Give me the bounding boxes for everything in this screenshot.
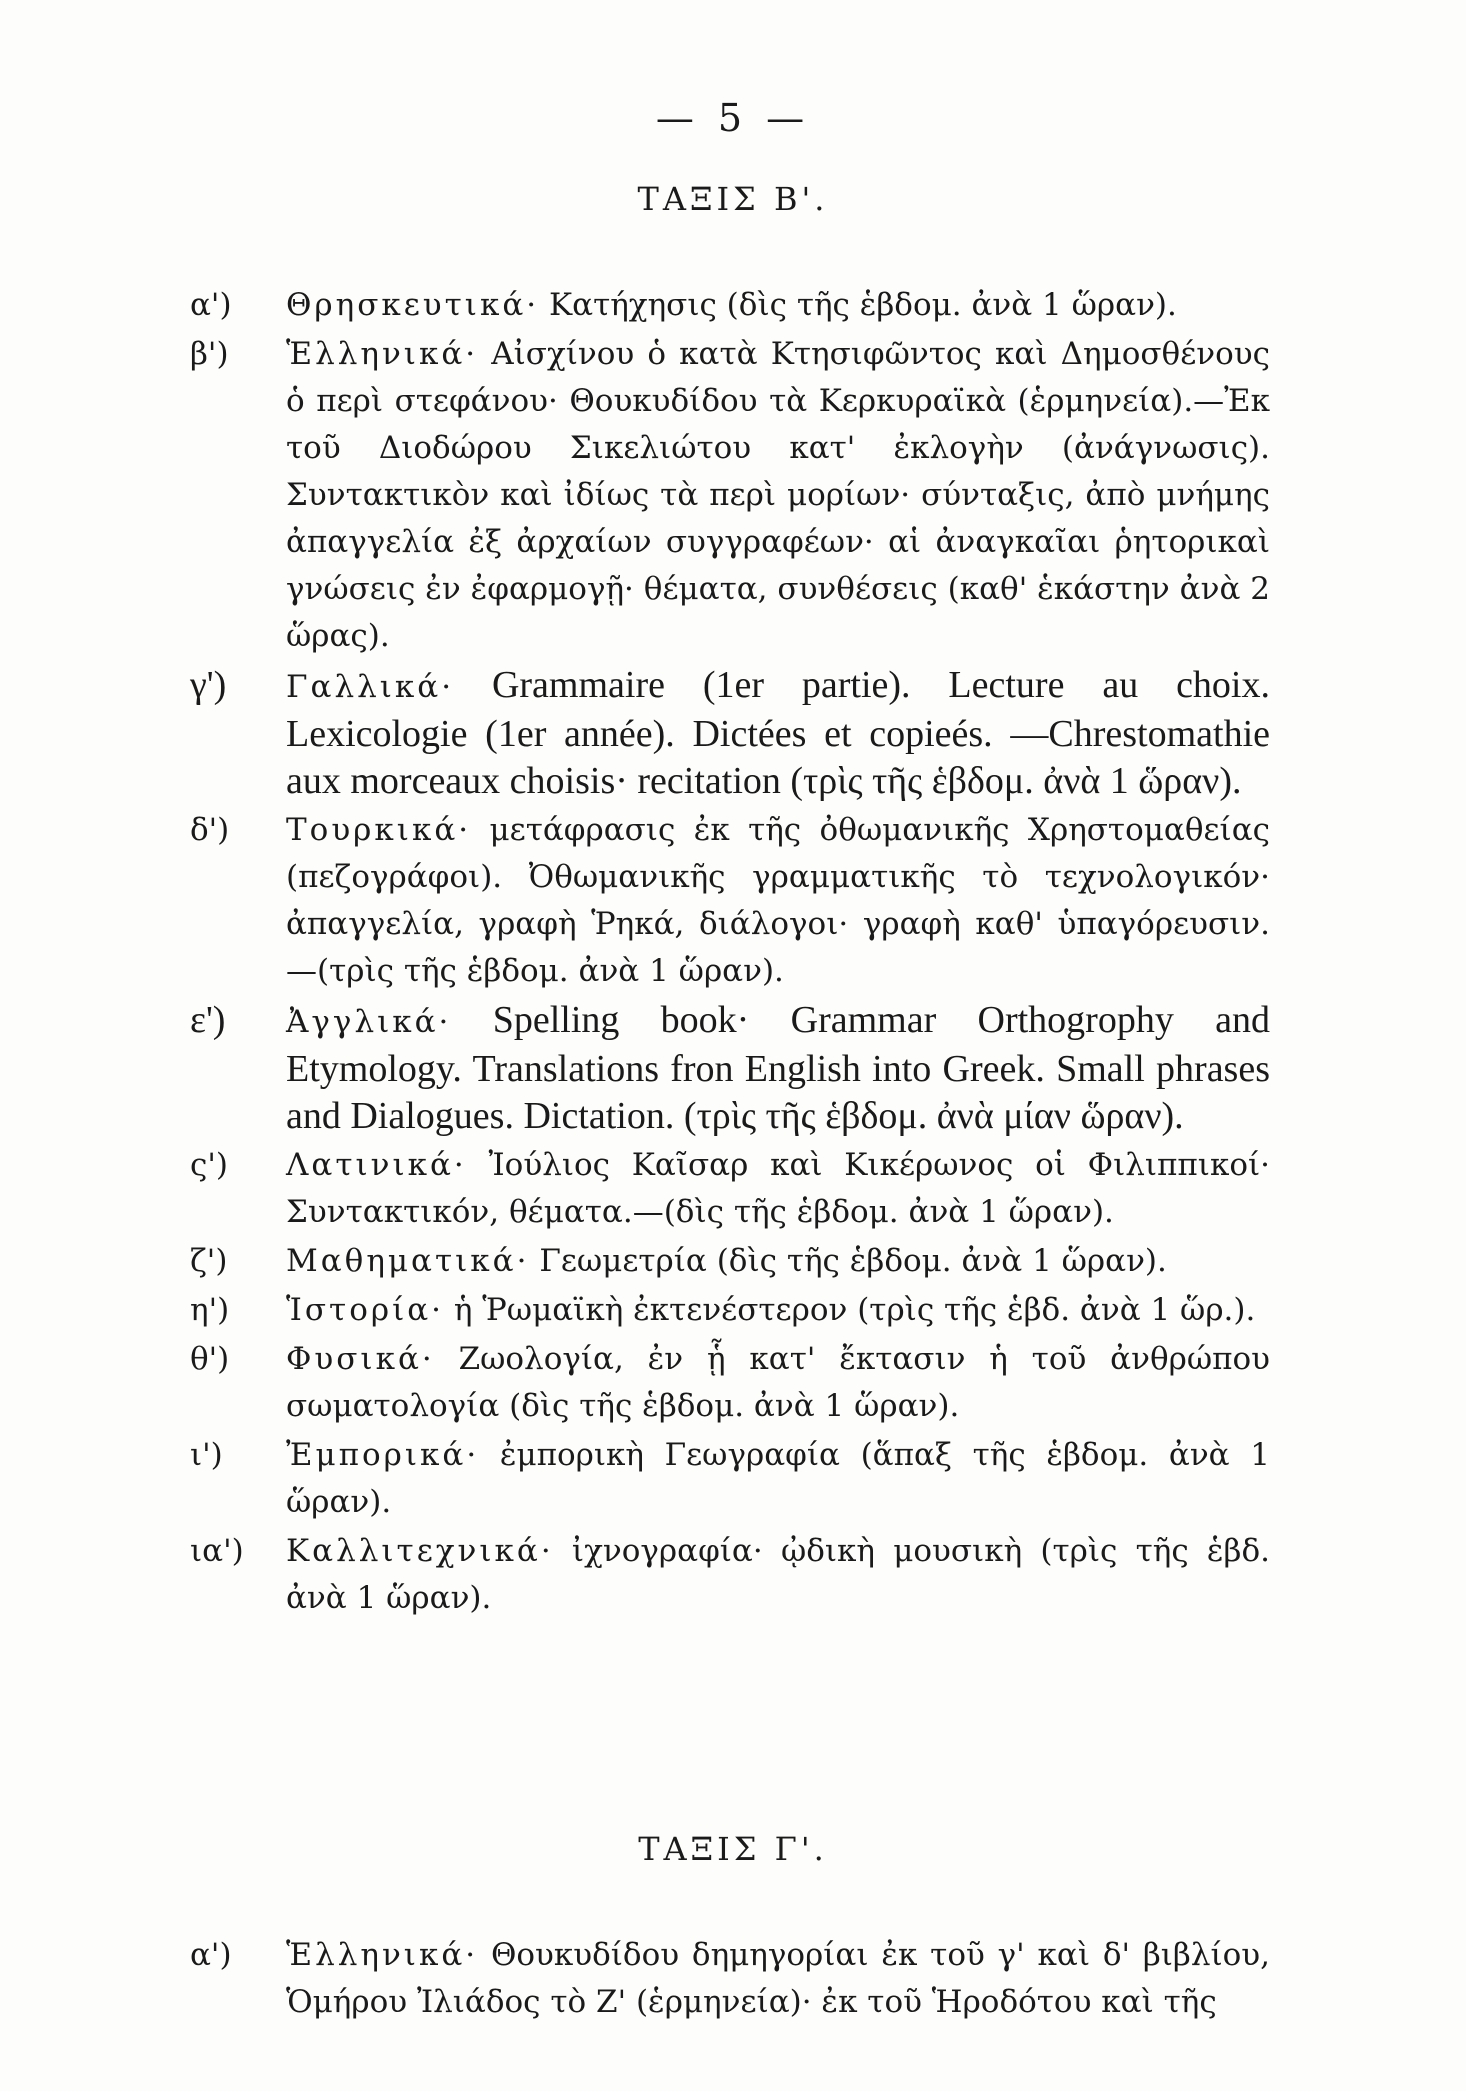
entry-text: Αἰσχίνου ὁ κατὰ Κτησιφῶντος καὶ Δημοσθένους ὁ περὶ στεφάνου· Θουκυδίδου τὰ Κερκυραϊκὰ (ἑρμηνεία).—Ἐκ τοῦ Διοδώρου Σικελιώτου κατ' ἐκλογὴν (ἀνάγνωσις). Συντακτικὸν καὶ ἰδίως τὰ περὶ μορίων· σύνταξις, ἀπὸ μνήμης ἀπαγγελία ἐξ ἀρχαίων συγγραφέων· αἱ ἀναγκαῖαι ῥητορικαὶ γνώσεις ἐν ἐφαρμογῇ· θέματα, συνθέσεις (καθ' ἑκάστην ἀνὰ 2 ὥρας). bbox=[286, 336, 1270, 654]
entry-subject: Ἱστορία· bbox=[286, 1292, 445, 1328]
section-title-c: ΤΑΞΙΣ Γ'. bbox=[638, 1830, 828, 1868]
entry-text: ἰχνογραφία· ᾠδικὴ μουσικὴ (τρὶς τῆς ἑβδ. ἀνὰ 1 ὥραν). bbox=[286, 1533, 1270, 1616]
entry-marker: α') bbox=[190, 1937, 232, 1973]
entry-subject: Γαλλικά· bbox=[286, 669, 455, 705]
entry-subject: Φυσικά· bbox=[286, 1341, 435, 1377]
entry-subject: Τουρκικά· bbox=[286, 812, 472, 848]
entry-text: Γεωμετρία (δὶς τῆς ἑβδομ. ἀνὰ 1 ὥραν). bbox=[529, 1243, 1167, 1279]
entry-physics bbox=[190, 1336, 1270, 1430]
entry-religion bbox=[190, 282, 1270, 329]
entry-text: Κατήχησις (δὶς τῆς ἑβδομ. ἀνὰ 1 ὥραν). bbox=[539, 287, 1177, 323]
entry-text: ἡ Ῥωμαϊκὴ ἐκτενέστερον (τρὶς τῆς ἑβδ. ἀνὰ 1 ὥρ.). bbox=[444, 1292, 1256, 1328]
entry-marker: η') bbox=[190, 1292, 230, 1328]
entry-latin bbox=[190, 1142, 1270, 1236]
entry-french bbox=[190, 662, 1270, 805]
entry-marker: ι') bbox=[190, 1437, 223, 1473]
section-b-entries bbox=[190, 282, 1270, 1624]
entry-marker: γ') bbox=[190, 664, 227, 706]
entry-subject: Ἑλληνικά· bbox=[286, 336, 479, 372]
entry-subject: Ἀγγλικά· bbox=[286, 1004, 452, 1040]
entry-text: Ζωολογία, ἐν ᾗ κατ' ἔκτασιν ἡ τοῦ ἀνθρώπου σωματολογία (δὶς τῆς ἑβδομ. ἀνὰ 1 ὥραν). bbox=[286, 1341, 1270, 1424]
entry-history bbox=[190, 1287, 1270, 1334]
entry-text: ἐμπορικὴ Γεωγραφία (ἅπαξ τῆς ἑβδομ. ἀνὰ 1 ὥραν). bbox=[286, 1437, 1270, 1520]
entry-marker: ς') bbox=[190, 1147, 228, 1183]
entry-turkish bbox=[190, 807, 1270, 995]
entry-greek bbox=[190, 331, 1270, 660]
entry-text: Grammaire (1er partie). Lecture au choix. Lexicologie (1er année). Dictées et copieés. —Chrestomathie aux morceaux choisis· recitation (τρὶς τῆς ἑβδομ. ἀνὰ 1 ὥραν). bbox=[286, 664, 1270, 802]
entry-marker: α') bbox=[190, 287, 232, 323]
entry-marker: ια') bbox=[190, 1533, 244, 1569]
entry-subject: Ἐμπορικά· bbox=[286, 1437, 480, 1473]
entry-text: Ἰούλιος Καῖσαρ καὶ Κικέρωνος οἱ Φιλιππικοί· Συντακτικόν, θέματα.—(δὶς τῆς ἑβδομ. ἀνὰ 1 ὥραν). bbox=[286, 1147, 1270, 1230]
entry-text: Θουκυδίδου δημηγορίαι ἐκ τοῦ γ' καὶ δ' βιβλίου, Ὁμήρου Ἰλιάδος τὸ Ζ' (ἑρμηνεία)· ἐκ τοῦ Ἡροδότου καὶ τῆς bbox=[286, 1937, 1270, 2020]
entry-subject: Μαθηματικά· bbox=[286, 1243, 530, 1279]
entry-marker: ζ') bbox=[190, 1243, 228, 1279]
entry-text: Spelling book· Grammar Orthogrophy and Etymology. Translations fron English into Greek. Small phrases and Dialogues. Dictation. (τρὶς τῆς ἑβδομ. ἀνὰ μίαν ὥραν). bbox=[286, 999, 1270, 1137]
entry-greek-c bbox=[190, 1932, 1270, 2026]
entry-subject: Ἑλληνικά· bbox=[286, 1937, 479, 1973]
entry-marker: δ') bbox=[190, 812, 230, 848]
entry-subject: Καλλιτεχνικά· bbox=[286, 1533, 554, 1569]
entry-subject: Λατινικά· bbox=[286, 1147, 467, 1183]
entry-english bbox=[190, 997, 1270, 1140]
entry-mathematics bbox=[190, 1238, 1270, 1285]
entry-marker: θ') bbox=[190, 1341, 230, 1377]
entry-text: μετάφρασις ἐκ τῆς ὀθωμανικῆς Χρηστομαθείας (πεζογράφοι). Ὀθωμανικῆς γραμματικῆς τὸ τεχνολογικόν· ἀπαγγελία, γραφὴ Ῥηκά, διάλογοι· γραφὴ καθ' ὑπαγόρευσιν.—(τρὶς τῆς ἑβδομ. ἀνὰ 1 ὥραν). bbox=[286, 812, 1270, 989]
entry-commerce bbox=[190, 1432, 1270, 1526]
page-number: — 5 — bbox=[655, 96, 811, 140]
entry-marker: β') bbox=[190, 336, 229, 372]
entry-arts bbox=[190, 1528, 1270, 1622]
entry-subject: Θρησκευτικά· bbox=[286, 287, 540, 323]
section-c-entries bbox=[190, 1932, 1270, 2028]
section-title-b: ΤΑΞΙΣ Β'. bbox=[637, 180, 829, 218]
entry-marker: ε') bbox=[190, 999, 226, 1041]
